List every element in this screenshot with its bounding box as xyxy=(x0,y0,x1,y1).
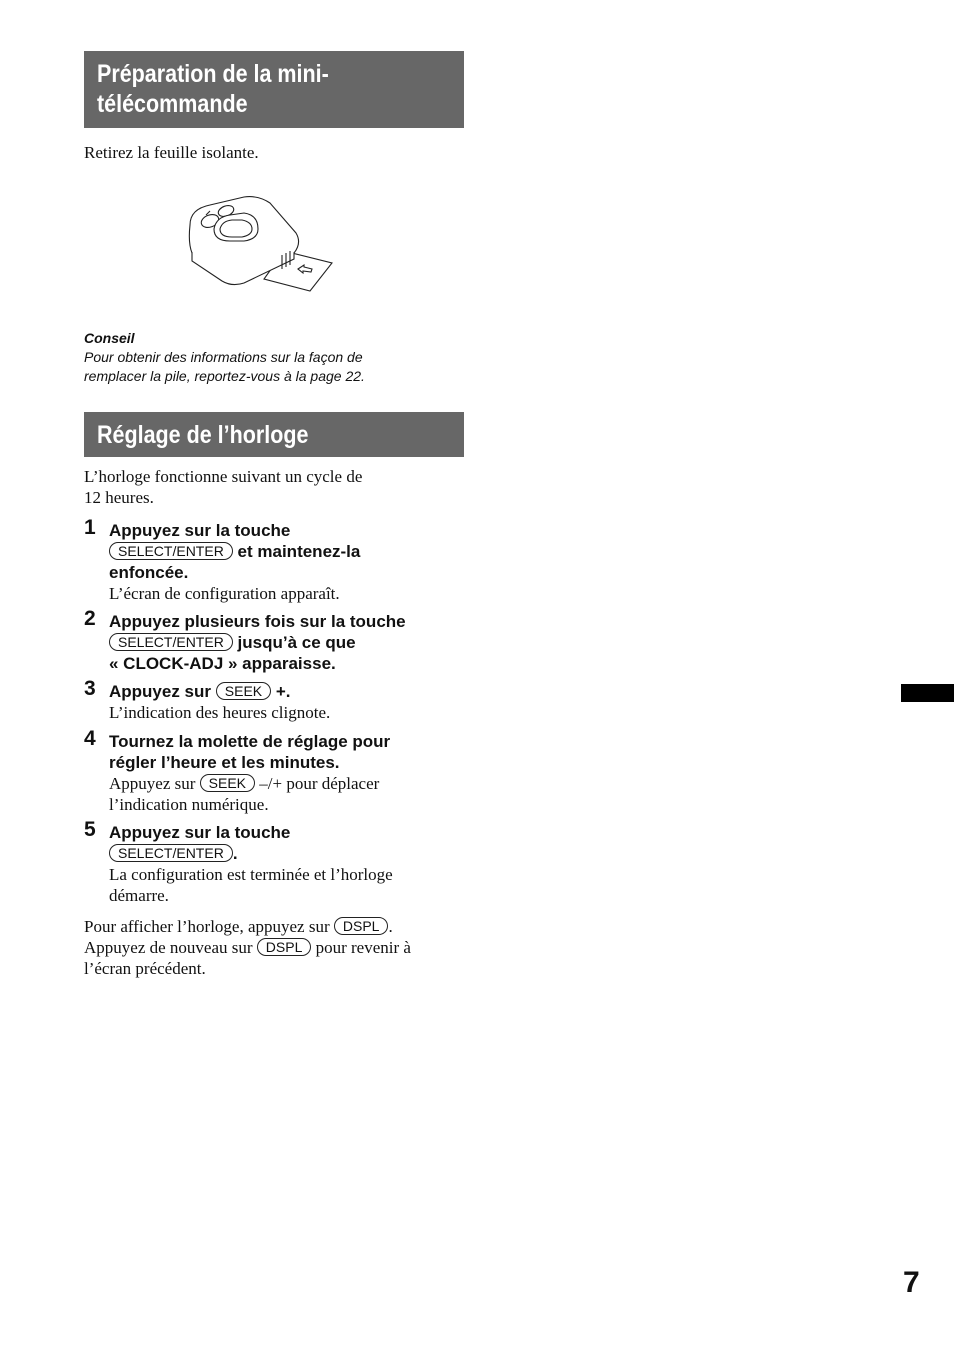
outro-fragment: . xyxy=(388,917,393,936)
step-instruction-line: Tournez la molette de réglage pour xyxy=(109,732,391,751)
section-title-clock-setting xyxy=(84,412,464,457)
outro-fragment: pour revenir à xyxy=(315,938,411,957)
step-4 xyxy=(84,727,464,815)
outro-fragment: Appuyez de nouveau sur xyxy=(84,938,253,957)
step-number: 3 xyxy=(84,677,96,700)
section-thumb-tab xyxy=(901,684,954,702)
outro-line-3: l’écran précédent. xyxy=(84,959,206,978)
outro-fragment: Pour afficher l’horloge, appuyez sur xyxy=(84,917,330,936)
step-instruction-fragment: et maintenez-la xyxy=(237,542,361,561)
step-instruction-line: Appuyez sur la touche xyxy=(109,823,291,842)
step-instruction-line: régler l’heure et les minutes. xyxy=(109,753,340,772)
step-description xyxy=(109,773,464,794)
seek-key: SEEK xyxy=(200,774,255,792)
step-number: 5 xyxy=(84,818,96,841)
tip-heading: Conseil xyxy=(84,330,135,346)
step-instruction-line xyxy=(109,632,464,653)
tip-text xyxy=(84,348,464,386)
dspl-key: DSPL xyxy=(334,917,389,935)
step-number: 1 xyxy=(84,516,96,539)
step-instruction-line: enfoncée. xyxy=(109,563,189,582)
seek-key: SEEK xyxy=(216,682,271,700)
select-enter-key: SELECT/ENTER xyxy=(109,844,233,862)
step-instruction-line: « CLOCK-ADJ » apparaisse. xyxy=(109,654,336,673)
dspl-key: DSPL xyxy=(257,938,312,956)
remove-sheet-instruction: Retirez la feuille isolante. xyxy=(84,143,259,162)
step-description: L’indication des heures clignote. xyxy=(109,703,331,722)
step-instruction-line xyxy=(109,541,464,562)
tip-line-2: remplacer la pile, reportez-vous à la page 22. xyxy=(84,368,365,384)
step-1 xyxy=(84,516,464,604)
step-number: 2 xyxy=(84,607,96,630)
step-description: démarre. xyxy=(109,886,169,905)
step-number: 4 xyxy=(84,727,96,750)
step-5 xyxy=(84,818,464,906)
section-title-line-1: Préparation de la mini- xyxy=(97,60,329,88)
outro-line-2 xyxy=(84,937,474,958)
display-clock-instructions xyxy=(84,916,474,979)
step-3 xyxy=(84,677,464,723)
clock-cycle-intro xyxy=(84,466,362,508)
step-instruction-line xyxy=(109,843,464,864)
step-description-fragment: Appuyez sur xyxy=(109,774,196,793)
step-instruction-fragment: jusqu’à ce que xyxy=(237,633,356,652)
section-title: Réglage de l’horloge xyxy=(97,421,309,449)
step-instruction-line: Appuyez plusieurs fois sur la touche xyxy=(109,612,406,631)
remote-insulation-sheet-illustration xyxy=(186,193,336,295)
step-instruction-fragment: Appuyez sur xyxy=(109,682,212,701)
page-number: 7 xyxy=(903,1266,920,1299)
step-instruction-fragment: +. xyxy=(275,682,291,701)
select-enter-key: SELECT/ENTER xyxy=(109,633,233,651)
step-description: l’indication numérique. xyxy=(109,795,269,814)
step-description-fragment: –/+ pour déplacer xyxy=(259,774,380,793)
section-title-remote-preparation xyxy=(84,51,464,128)
intro-line-2: 12 heures. xyxy=(84,488,154,507)
outro-line-1 xyxy=(84,916,474,937)
select-enter-key: SELECT/ENTER xyxy=(109,542,233,560)
section-title-line-2: télécommande xyxy=(97,90,248,118)
tip-line-1: Pour obtenir des informations sur la façon de xyxy=(84,349,363,365)
step-instruction-line: Appuyez sur la touche xyxy=(109,521,291,540)
step-instruction-fragment: . xyxy=(232,844,238,863)
step-description: La configuration est terminée et l’horloge xyxy=(109,865,393,884)
step-instruction-line xyxy=(109,681,464,702)
intro-line-1: L’horloge fonctionne suivant un cycle de xyxy=(84,467,363,486)
step-description: L’écran de configuration apparaît. xyxy=(109,584,340,603)
step-2 xyxy=(84,607,464,674)
